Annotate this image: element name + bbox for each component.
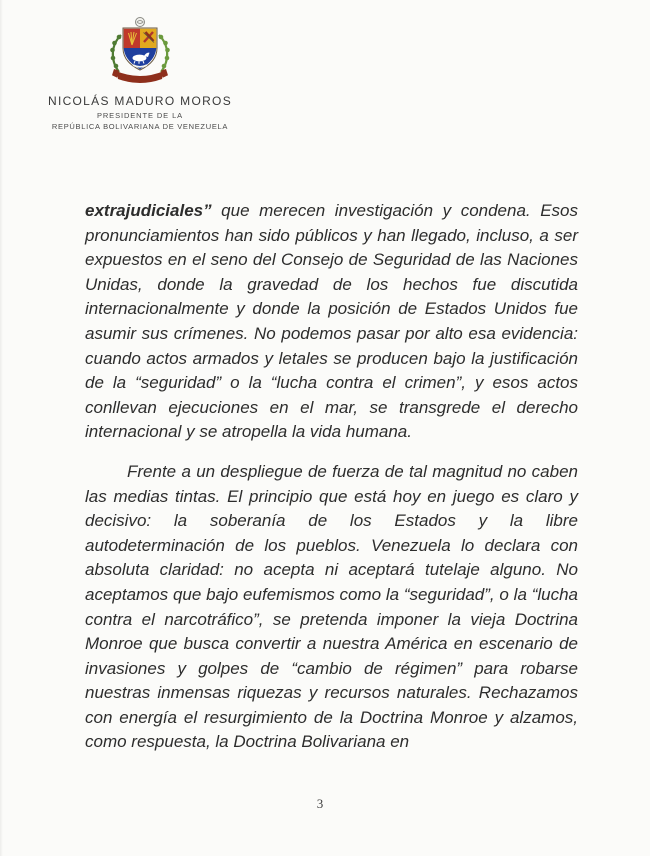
venezuela-coat-of-arms-icon (108, 14, 172, 90)
letterhead-title-line-1: PRESIDENTE DE LA (96, 111, 184, 120)
paragraph-1-bold-lead: extrajudiciales” (85, 201, 212, 220)
emblem-ribbon (112, 69, 168, 83)
letter-body (85, 199, 578, 755)
letterhead-title-line-2: REPÚBLICA BOLIVARIANA DE VENEZUELA (51, 122, 229, 131)
emblem-shield (123, 28, 157, 70)
letterhead-name: NICOLÁS MADURO MOROS (47, 94, 232, 108)
paragraph-1-text: que merecen investigación y condena. Esos pronunciamientos han sido públicos y han llegado, incluso, a ser expuestos en el seno del Consejo de Seguridad de las Naciones Unidas, donde la gravedad de los hechos fue discutida internacionalmente y donde la posición de Estados Unidos fue asumir sus crímenes. No podemos pasar por alto esa evidencia: cuando actos armados y letales se producen bajo la justificación de la “seguridad” o la “lucha contra el crimen”, y esos actos conllevan ejecuciones en el mar, se transgrede el derecho internacional y se atropella la vida humana. (85, 201, 578, 442)
emblem-palm-branch (159, 35, 170, 72)
emblem-laurel-branch (110, 35, 121, 72)
paragraph-1 (85, 199, 578, 445)
page-number: 3 (316, 796, 324, 811)
letterhead (30, 14, 250, 131)
paragraph-2: Frente a un despliegue de fuerza de tal magnitud no caben las medias tintas. El principio que está hoy en juego es claro y decisivo: la soberanía de los Estados y la libre autodeterminación de los pueblos. Venezuela lo declara con absoluta claridad: no acepta ni aceptará tutelaje alguno. No aceptamos que bajo eufemismos como la “seguridad”, o la “lucha contra el narcotráfico”, se pretenda imponer la vieja Doctrina Monroe que busca convertir a nuestra América en escenario de invasiones y golpes de “cambio de régimen” para robarse nuestras inmensas riquezas y recursos naturales. Rechazamos con energía el resurgimiento de la Doctrina Monroe y alzamos, como respuesta, la Doctrina Bolivariana en (85, 461, 578, 752)
